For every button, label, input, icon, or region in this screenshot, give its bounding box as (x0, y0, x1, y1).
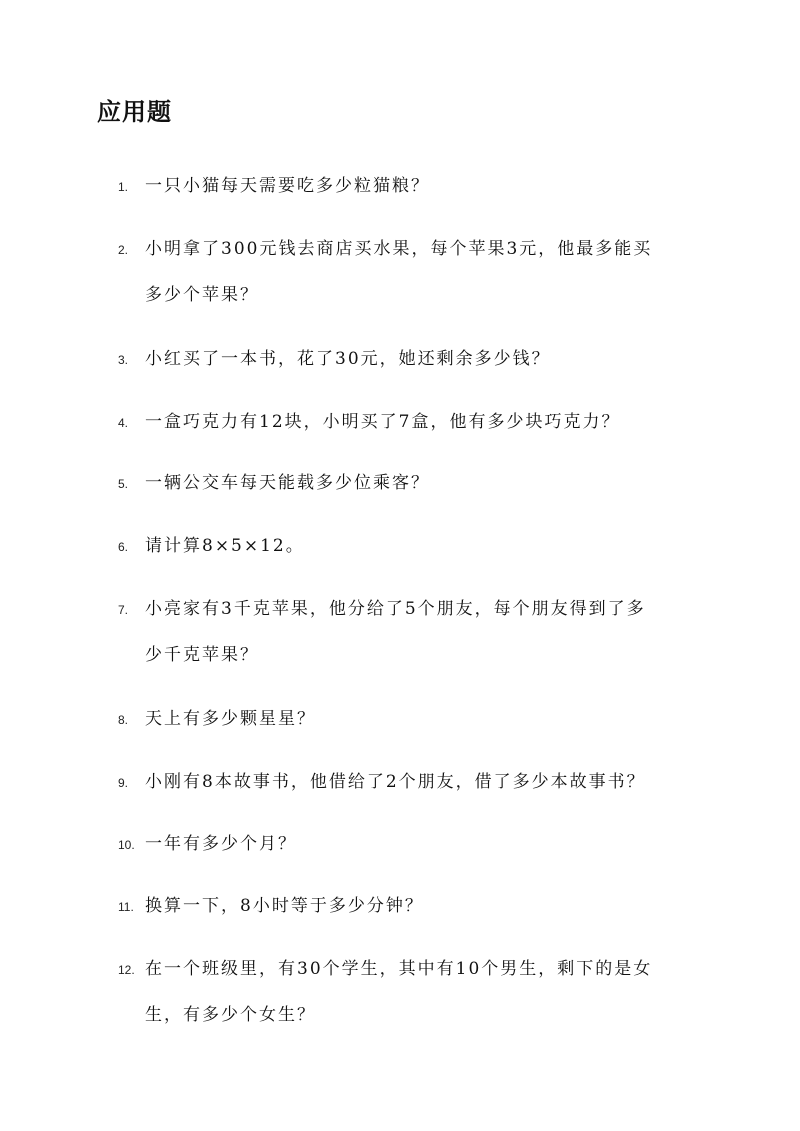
question-text: 在一个班级里，有30个学生，其中有10个男生，剩下的是女 (145, 959, 653, 979)
question-number: 7. (118, 603, 129, 617)
question-text: 一年有多少个月？ (145, 834, 297, 854)
question-number: 11. (118, 900, 134, 914)
question-text: 请计算8×5×12。 (145, 536, 305, 556)
question-text: 一辆公交车每天能载多少位乘客？ (145, 473, 430, 493)
question-text: 小亮家有3千克苹果，他分给了5个朋友，每个朋友得到了多 (145, 599, 646, 619)
question-number: 5. (118, 477, 129, 491)
question-text-continued: 少千克苹果？ (145, 645, 259, 665)
question-text-continued: 多少个苹果？ (145, 285, 259, 305)
question-text: 小刚有8本故事书，他借给了2个朋友，借了多少本故事书？ (145, 772, 646, 792)
question-text: 一只小猫每天需要吃多少粒猫粮？ (145, 176, 430, 196)
question-number: 6. (118, 540, 129, 554)
question-number: 12. (118, 963, 135, 977)
question-number: 1. (118, 180, 129, 194)
question-number: 10. (118, 838, 135, 852)
question-number: 9. (118, 776, 129, 790)
question-number: 2. (118, 243, 129, 257)
question-number: 4. (118, 416, 129, 430)
question-text: 换算一下，8小时等于多少分钟？ (145, 896, 424, 916)
question-text-continued: 生，有多少个女生？ (145, 1005, 316, 1025)
question-number: 8. (118, 713, 129, 727)
question-text: 一盒巧克力有12块，小明买了7盒，他有多少块巧克力？ (145, 412, 621, 432)
question-text: 小红买了一本书，花了30元，她还剩余多少钱？ (145, 349, 551, 369)
question-text: 小明拿了300元钱去商店买水果，每个苹果3元，他最多能买 (145, 239, 653, 259)
page-title: 应用题 (97, 97, 172, 126)
question-text: 天上有多少颗星星？ (145, 709, 316, 729)
question-number: 3. (118, 353, 129, 367)
